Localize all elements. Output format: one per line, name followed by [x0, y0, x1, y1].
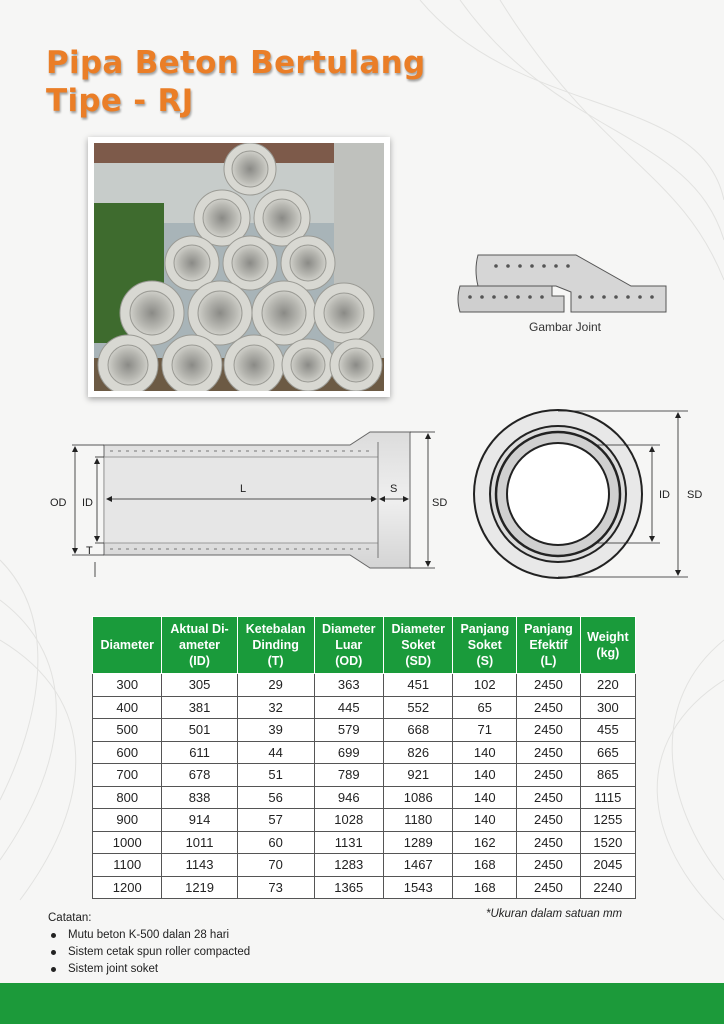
table-cell: 2240	[580, 876, 635, 899]
table-row	[93, 831, 636, 854]
table-cell: 305	[162, 674, 237, 697]
notes-heading: Catatan:	[48, 912, 92, 924]
specification-table	[92, 616, 636, 899]
table-cell: 865	[580, 764, 635, 787]
table-cell: 2450	[517, 831, 581, 854]
notes-list	[48, 927, 250, 978]
unit-note: *Ukuran dalam satuan mm	[486, 908, 623, 920]
table-row	[93, 786, 636, 809]
table-cell: 363	[314, 674, 383, 697]
table-cell: 921	[383, 764, 452, 787]
column-header-line: Ketebalan	[245, 622, 306, 636]
product-photo	[88, 137, 390, 397]
table-cell: 579	[314, 719, 383, 742]
column-header-line: Diameter	[100, 638, 154, 652]
table-cell: 381	[162, 696, 237, 719]
table-cell: 32	[237, 696, 314, 719]
table-cell: 455	[580, 719, 635, 742]
table-cell: 838	[162, 786, 237, 809]
table-cell: 668	[383, 719, 452, 742]
column-header	[517, 617, 581, 674]
spec-table-body	[93, 674, 636, 899]
table-cell: 501	[162, 719, 237, 742]
table-cell: 789	[314, 764, 383, 787]
column-header	[162, 617, 237, 674]
title-line-1: Pipa Beton Bertulang	[46, 45, 426, 81]
column-header-line: Panjang	[460, 622, 510, 636]
table-cell: 800	[93, 786, 162, 809]
header-row	[93, 617, 636, 674]
column-header-line: (OD)	[335, 654, 363, 668]
table-cell: 2450	[517, 696, 581, 719]
table-cell: 700	[93, 764, 162, 787]
table-cell: 1100	[93, 854, 162, 877]
table-cell: 1289	[383, 831, 452, 854]
column-header-line: Soket	[401, 638, 436, 652]
column-header-line: (T)	[267, 654, 284, 668]
table-cell: 44	[237, 741, 314, 764]
column-header-line: Efektif	[529, 638, 568, 652]
column-header-line: Dinding	[252, 638, 299, 652]
column-header	[383, 617, 452, 674]
stacked-pipes-illustration	[94, 143, 384, 391]
table-row	[93, 876, 636, 899]
table-cell: 1543	[383, 876, 452, 899]
table-cell: 611	[162, 741, 237, 764]
column-header	[237, 617, 314, 674]
table-cell: 826	[383, 741, 452, 764]
notes-section	[48, 912, 250, 978]
table-cell: 1180	[383, 809, 452, 832]
page-title	[46, 44, 426, 120]
table-cell: 1028	[314, 809, 383, 832]
table-cell: 102	[453, 674, 517, 697]
table-cell: 1086	[383, 786, 452, 809]
table-cell: 1143	[162, 854, 237, 877]
pipe-front-view-diagram	[466, 408, 716, 583]
column-header-line: (S)	[476, 654, 494, 668]
table-cell: 1115	[580, 786, 635, 809]
table-cell: 946	[314, 786, 383, 809]
table-cell: 600	[93, 741, 162, 764]
notes-item: Sistem joint soket	[48, 961, 250, 978]
table-cell: 2450	[517, 786, 581, 809]
table-cell: 500	[93, 719, 162, 742]
table-cell: 2450	[517, 809, 581, 832]
notes-item: Mutu beton K-500 dalan 28 hari	[48, 927, 250, 944]
table-cell: 2450	[517, 741, 581, 764]
table-cell: 65	[453, 696, 517, 719]
table-cell: 1467	[383, 854, 452, 877]
front-sd-label: SD	[687, 489, 703, 501]
table-cell: 162	[453, 831, 517, 854]
table-cell: 665	[580, 741, 635, 764]
column-header-line: Panjang	[524, 622, 573, 636]
column-header	[580, 617, 635, 674]
table-cell: 2450	[517, 854, 581, 877]
column-header-line: (kg)	[596, 646, 620, 660]
table-cell: 56	[237, 786, 314, 809]
table-row	[93, 674, 636, 697]
socket-length-label: S	[390, 483, 398, 495]
table-cell: 1219	[162, 876, 237, 899]
table-cell: 1520	[580, 831, 635, 854]
table-cell: 445	[314, 696, 383, 719]
socket-diameter-label: SD	[432, 497, 448, 509]
column-header-line: Aktual Di-	[170, 622, 229, 636]
table-cell: 2450	[517, 876, 581, 899]
notes-item: Sistem cetak spun roller compacted	[48, 944, 250, 961]
table-cell: 914	[162, 809, 237, 832]
table-cell: 51	[237, 764, 314, 787]
table-cell: 29	[237, 674, 314, 697]
column-header-line: Luar	[335, 638, 363, 652]
table-cell: 1283	[314, 854, 383, 877]
table-row	[93, 809, 636, 832]
table-cell: 1200	[93, 876, 162, 899]
title-line-2: Tipe - RJ	[46, 83, 194, 119]
column-header	[314, 617, 383, 674]
column-header-line: (L)	[540, 654, 557, 668]
column-header-line: Diameter	[322, 622, 376, 636]
column-header	[93, 617, 162, 674]
footer-bar	[0, 983, 724, 1024]
table-cell: 300	[93, 674, 162, 697]
table-cell: 73	[237, 876, 314, 899]
column-header-line: Weight	[587, 630, 629, 644]
column-header-line: Soket	[467, 638, 502, 652]
column-header-line: Diameter	[391, 622, 445, 636]
table-cell: 140	[453, 764, 517, 787]
column-header-line: (SD)	[405, 654, 432, 668]
spec-table-header	[93, 617, 636, 674]
table-cell: 60	[237, 831, 314, 854]
column-header-line: ameter	[179, 638, 221, 652]
table-cell: 2450	[517, 674, 581, 697]
table-cell: 70	[237, 854, 314, 877]
table-row	[93, 741, 636, 764]
table-cell: 678	[162, 764, 237, 787]
table-cell: 168	[453, 876, 517, 899]
table-row	[93, 719, 636, 742]
table-cell: 220	[580, 674, 635, 697]
table-cell: 300	[580, 696, 635, 719]
table-cell: 1000	[93, 831, 162, 854]
table-row	[93, 696, 636, 719]
table-cell: 1011	[162, 831, 237, 854]
id-label: ID	[82, 497, 93, 509]
table-cell: 1255	[580, 809, 635, 832]
wall-thickness-label: T	[86, 545, 93, 557]
column-header	[453, 617, 517, 674]
front-id-label: ID	[659, 489, 670, 501]
table-cell: 400	[93, 696, 162, 719]
table-cell: 2450	[517, 764, 581, 787]
table-cell: 1131	[314, 831, 383, 854]
table-cell: 140	[453, 809, 517, 832]
table-row	[93, 854, 636, 877]
table-cell: 2450	[517, 719, 581, 742]
od-label: OD	[50, 497, 67, 509]
pipe-side-view-diagram	[40, 412, 450, 582]
table-cell: 140	[453, 786, 517, 809]
table-row	[93, 764, 636, 787]
table-cell: 57	[237, 809, 314, 832]
table-cell: 71	[453, 719, 517, 742]
joint-caption: Gambar Joint	[528, 320, 602, 334]
table-cell: 451	[383, 674, 452, 697]
table-cell: 2045	[580, 854, 635, 877]
table-cell: 900	[93, 809, 162, 832]
table-cell: 39	[237, 719, 314, 742]
table-cell: 552	[383, 696, 452, 719]
length-label: L	[240, 483, 247, 495]
table-cell: 140	[453, 741, 517, 764]
table-cell: 699	[314, 741, 383, 764]
column-header-line: (ID)	[189, 654, 210, 668]
joint-detail-drawing	[456, 250, 668, 318]
table-cell: 168	[453, 854, 517, 877]
table-cell: 1365	[314, 876, 383, 899]
